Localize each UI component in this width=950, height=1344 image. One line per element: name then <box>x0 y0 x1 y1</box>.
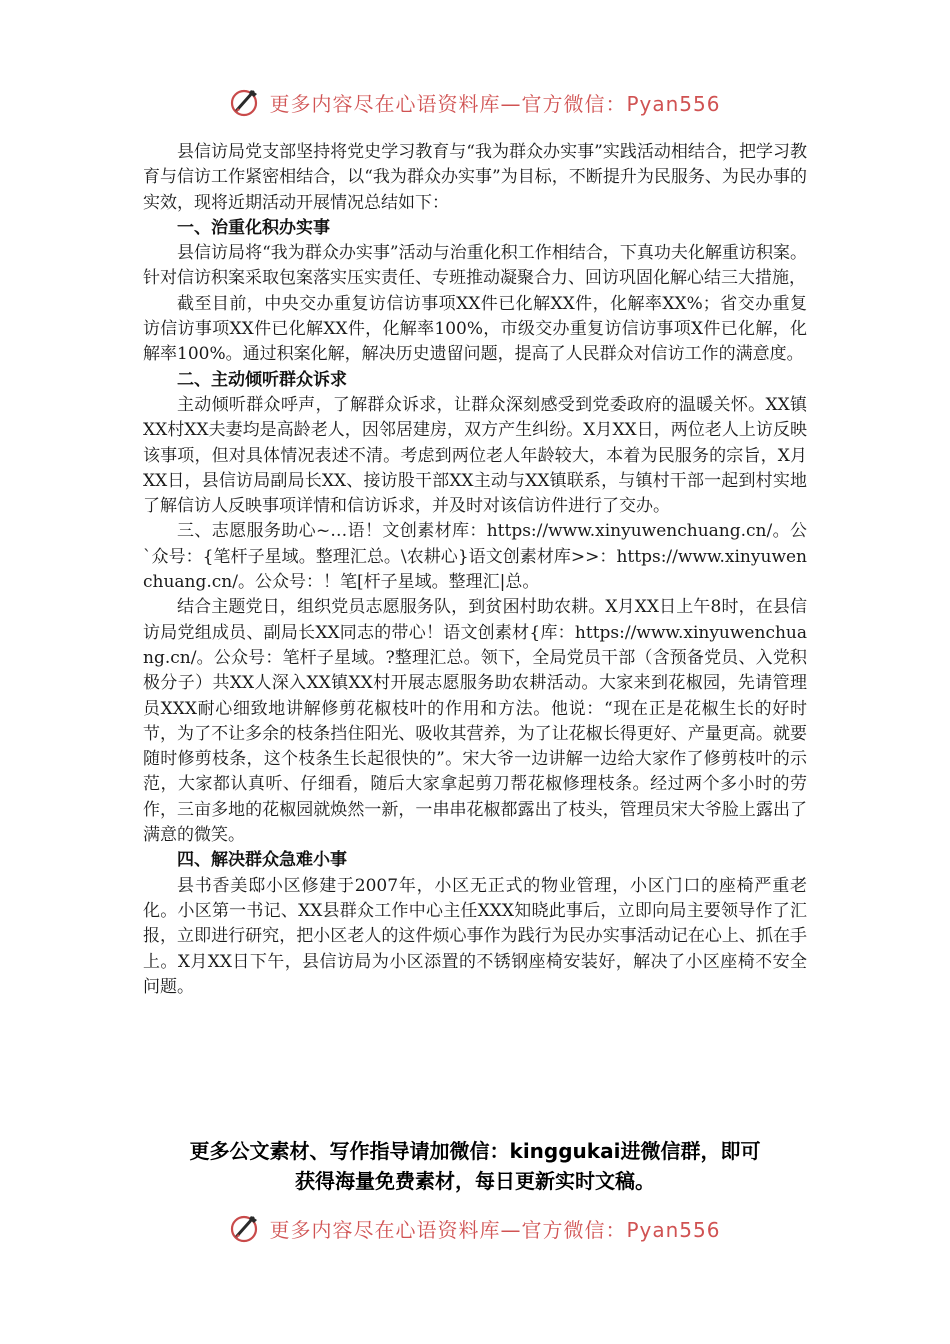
section-2-heading: 二、主动倾听群众诉求 <box>177 369 347 390</box>
section-3-paragraph-1: 结合主题党日，组织党员志愿服务队，到贫困村助农耕。X月XX日上午8时，在县信访局党组成员、副局长XX同志的带心！语文创素材{库：https://www.xinyuwenchuang.cn/。公众号：笔杆子星域。?整理汇总。领下，全局党员干部（含预备党员、入党积极分子）共XX人深入XX镇XX村开展志愿服务助农耕活动。大家来到花椒园，先请管理员XXX耐心细致地讲解修剪花椒枝叶的作用和方法。他说：“现在正是花椒生长的好时节，为了不让多余的枝条挡住阳光、吸收其营养，为了让花椒长得更好、产量更高。就要随时修剪枝条，这个枝条生长起很快的”。宋大爷一边讲解一边给大家作了修剪枝叶的示范，大家都认真听、仔细看，随后大家拿起剪刀帮花椒修理枝条。经过两个多小时的劳作，三亩多地的花椒园就焕然一新，一串串花椒都露出了枝头，管理员宋大爷脸上露出了满意的微笑。 <box>143 597 807 846</box>
document-body <box>143 140 807 1000</box>
section-4-heading: 四、解决群众急难小事 <box>177 850 347 871</box>
header-banner <box>0 82 950 122</box>
promo-line-1: 更多公文素材、写作指导请加微信：kinggukai进微信群，即可 <box>189 1139 761 1163</box>
header-banner-text: 更多内容尽在心语资料库—官方微信：Pyan556 <box>269 91 721 116</box>
promo-line-2: 获得海量免费素材，每日更新实时文稿。 <box>295 1169 655 1193</box>
pen-logo-icon <box>229 86 261 118</box>
promo-block <box>130 1136 820 1196</box>
footer-banner <box>0 1208 950 1248</box>
footer-banner-text: 更多内容尽在心语资料库—官方微信：Pyan556 <box>269 1217 721 1242</box>
section-1-heading: 一、治重化积办实事 <box>177 217 330 238</box>
section-1-paragraph-1: 县信访局将“我为群众办实事”活动与治重化积工作相结合，下真功夫化解重访积案。针对信访积案采取包案落实压实责任、专班推动凝聚合力、回访巩固化解心结三大措施， <box>143 243 807 289</box>
section-2-paragraph-1: 主动倾听群众呼声，了解群众诉求，让群众深刻感受到党委政府的温暖关怀。XX镇XX村XX夫妻均是高龄老人，因邻居建房，双方产生纠纷。X月XX日，两位老人上访反映该事项，但对具体情况表述不清。考虑到两位老人年龄较大，本着为民服务的宗旨，X月XX日，县信访局副局长XX、接访股干部XX主动与XX镇联系，与镇村干部一起到村实地了解信访人反映事项详情和信访诉求，并及时对该信访件进行了交办。 <box>143 394 807 517</box>
pen-logo-icon <box>229 1212 261 1244</box>
section-3-heading-line: 三、志愿服务助心~…语！文创素材库：https://www.xinyuwenchuang.cn/。公`众号：{笔杆子星域。整理汇总。\农耕心}语文创素材库>>：https://www.xinyuwenchuang.cn/。公众号：！笔[杆子星域。整理汇|总。 <box>143 521 807 593</box>
section-1-paragraph-2: 截至目前，中央交办重复访信访事项XX件已化解XX件，化解率XX%；省交办重复访信访事项XX件已化解XX件，化解率100%，市级交办重复访信访事项X件已化解，化解率100%。通过积案化解，解决历史遗留问题，提高了人民群众对信访工作的满意度。 <box>143 293 807 365</box>
intro-paragraph: 县信访局党支部坚持将党史学习教育与“我为群众办实事”实践活动相结合，把学习教育与信访工作紧密相结合，以“我为群众办实事”为目标，不断提升为民服务、为民办事的实效，现将近期活动开展情况总结如下： <box>143 142 807 213</box>
section-4-paragraph-1: 县书香美邸小区修建于2007年，小区无正式的物业管理，小区门口的座椅严重老化。小区第一书记、XX县群众工作中心主任XXX知晓此事后，立即向局主要领导作了汇报，立即进行研究，把小区老人的这件烦心事作为践行为民办实事活动记在心上、抓在手上。X月XX日下午，县信访局为小区添置的不锈钢座椅安装好，解决了小区座椅不安全问题。 <box>143 875 807 997</box>
